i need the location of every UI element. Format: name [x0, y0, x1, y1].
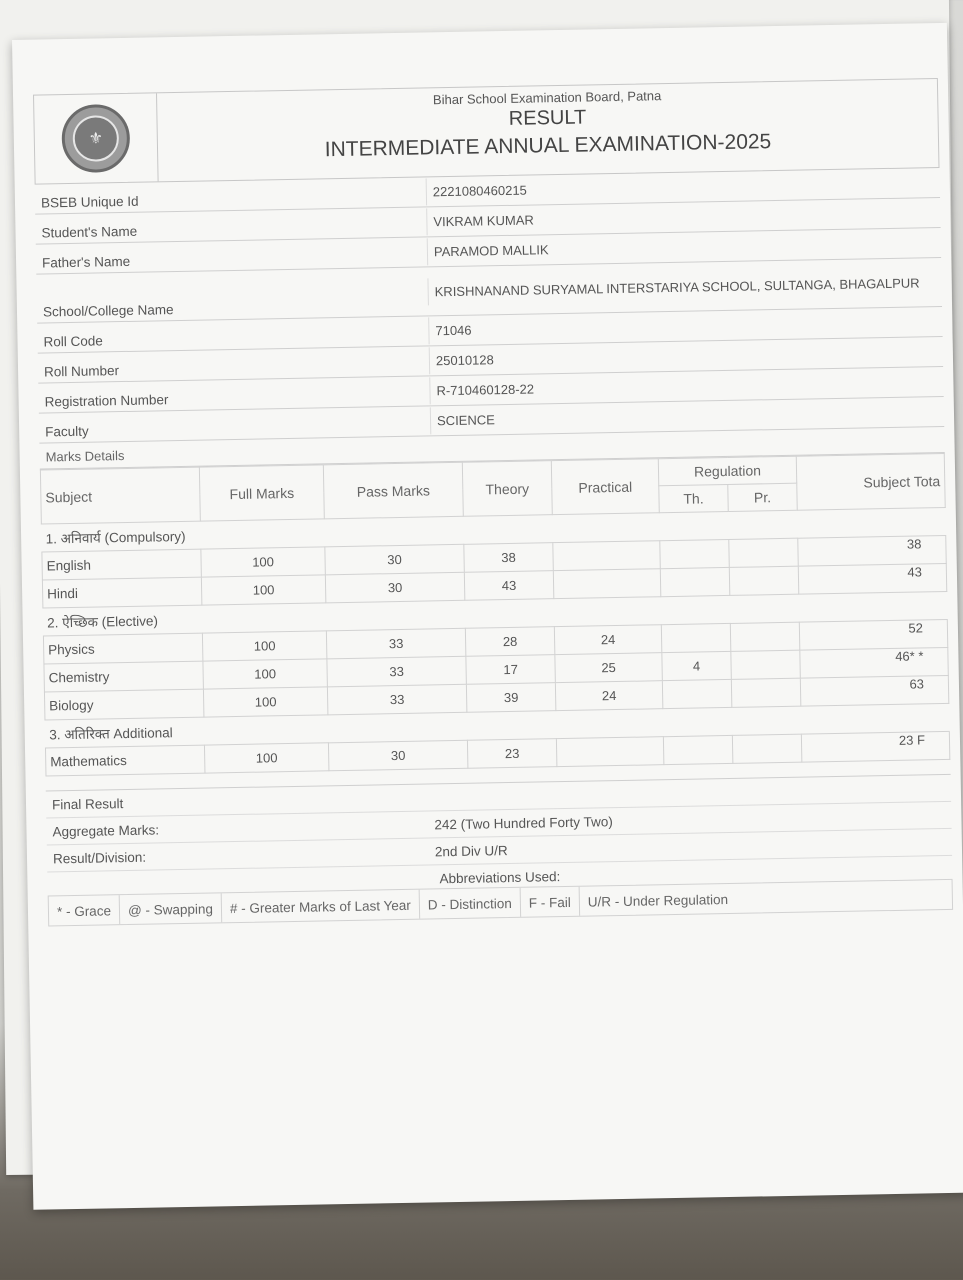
practical-cell: 24	[554, 625, 661, 655]
reg-pr-cell	[732, 734, 802, 763]
info-label: Student's Name	[41, 223, 138, 241]
info-value: PARAMOD MALLIK	[427, 229, 941, 265]
reg-pr-cell	[731, 678, 801, 707]
page-title: RESULT	[508, 106, 587, 130]
col-subject: Subject	[40, 467, 200, 524]
marks-details-title: Marks Details	[39, 427, 944, 470]
group-label: 1. अनिवार्य (Compulsory)	[41, 507, 945, 552]
total-cell: 43	[798, 563, 946, 594]
info-label: BSEB Unique Id	[40, 193, 139, 211]
full-marks-cell: 100	[203, 659, 327, 689]
pass-marks-cell: 33	[327, 684, 466, 715]
col-subject-total: Subject Tota	[796, 453, 945, 510]
col-pass-marks: Pass Marks	[323, 462, 463, 519]
reg-th-cell: 4	[662, 651, 732, 680]
col-theory: Theory	[462, 461, 552, 517]
aggregate-label: Aggregate Marks:	[52, 822, 160, 840]
reg-pr-cell	[729, 566, 799, 595]
total-cell: 52	[799, 619, 947, 650]
abbr-swapping: @ - Swapping	[120, 893, 223, 924]
reg-th-cell	[661, 623, 731, 652]
col-practical: Practical	[551, 459, 659, 515]
pass-marks-cell: 33	[327, 656, 466, 687]
info-label: Roll Number	[43, 363, 120, 380]
result-document	[33, 78, 953, 926]
pass-marks-cell: 33	[326, 628, 465, 659]
practical-cell	[553, 569, 660, 599]
subject-cell: Biology	[44, 689, 203, 720]
info-value: R-710460128-22	[429, 368, 943, 404]
info-label: School/College Name	[42, 302, 174, 320]
info-value: VIKRAM KUMAR	[426, 199, 940, 235]
subject-cell: English	[42, 549, 201, 580]
group-label: 2. ऐच्छिक (Elective)	[43, 591, 947, 636]
total-cell: 38	[798, 535, 946, 566]
info-value: KRISHNANAND SURYAMAL INTERSTARIYA SCHOOL, SULTANGA, BHAGALPUR	[427, 269, 941, 305]
total-cell: 63	[800, 675, 948, 706]
result-sheet	[12, 23, 963, 1210]
info-label: Father's Name	[41, 253, 131, 271]
abbr-fail: F - Fail	[521, 887, 581, 917]
info-value: 25010128	[429, 338, 943, 374]
col-reg-practical: Pr.	[728, 483, 797, 511]
theory-cell: 38	[464, 543, 553, 573]
board-name: Bihar School Examination Board, Patna	[432, 88, 662, 108]
col-full-marks: Full Marks	[199, 465, 324, 521]
final-result-title: Final Result	[51, 796, 124, 813]
abbr-grace: * - Grace	[49, 895, 121, 925]
practical-cell	[556, 737, 663, 767]
reg-th-cell	[660, 539, 730, 568]
info-value: 2221080460215	[426, 169, 940, 205]
info-label: Registration Number	[44, 392, 169, 410]
theory-cell: 39	[466, 683, 555, 713]
reg-th-cell	[660, 567, 730, 596]
header-titles	[157, 79, 938, 181]
practical-cell: 25	[555, 653, 662, 683]
subject-cell: Hindi	[42, 577, 201, 608]
full-marks-cell: 100	[202, 631, 326, 661]
abbr-distinction: D - Distinction	[419, 888, 521, 919]
pass-marks-cell: 30	[328, 740, 467, 771]
reg-pr-cell	[730, 622, 800, 651]
info-label: Faculty	[45, 423, 89, 440]
subject-cell: Mathematics	[45, 745, 204, 776]
col-regulation: Regulation	[658, 456, 796, 486]
document-header	[33, 78, 939, 185]
reg-pr-cell	[729, 538, 799, 567]
abbr-greater-marks: # - Greater Marks of Last Year	[222, 890, 420, 923]
reg-th-cell	[663, 735, 733, 764]
abbreviations-title: Abbreviations Used:	[439, 869, 561, 887]
theory-cell: 28	[465, 627, 554, 657]
info-value: SCIENCE	[430, 398, 944, 434]
student-info	[35, 168, 945, 444]
pass-marks-cell: 30	[325, 544, 464, 575]
exam-name: INTERMEDIATE ANNUAL EXAMINATION-2025	[324, 130, 772, 162]
col-reg-theory: Th.	[659, 484, 728, 512]
full-marks-cell: 100	[203, 687, 327, 717]
info-label: Roll Code	[43, 333, 103, 350]
theory-cell: 23	[467, 739, 556, 769]
total-cell: 23 F	[801, 731, 949, 762]
full-marks-cell: 100	[204, 743, 328, 773]
practical-cell: 24	[555, 681, 662, 711]
group-label: 3. अतिरिक्त Additional	[45, 703, 949, 748]
aggregate-value: 242 (Two Hundred Forty Two)	[434, 814, 613, 833]
marks-table	[40, 453, 950, 777]
logo-cell	[34, 93, 159, 183]
reg-th-cell	[662, 679, 732, 708]
subject-cell: Physics	[43, 633, 202, 664]
total-cell: 46* *	[800, 647, 948, 678]
bseb-seal-icon: ⚜	[61, 104, 130, 173]
info-value: 71046	[428, 308, 942, 344]
division-value: 2nd Div U/R	[434, 843, 508, 860]
full-marks-cell: 100	[201, 547, 325, 577]
pass-marks-cell: 30	[325, 572, 464, 603]
theory-cell: 43	[464, 571, 553, 601]
abbr-under-regulation: U/R - Under Regulation	[587, 892, 729, 910]
reg-pr-cell	[731, 650, 801, 679]
practical-cell	[553, 541, 660, 571]
full-marks-cell: 100	[201, 575, 325, 605]
division-label: Result/Division:	[52, 849, 147, 867]
subject-cell: Chemistry	[44, 661, 203, 692]
theory-cell: 17	[466, 655, 555, 685]
